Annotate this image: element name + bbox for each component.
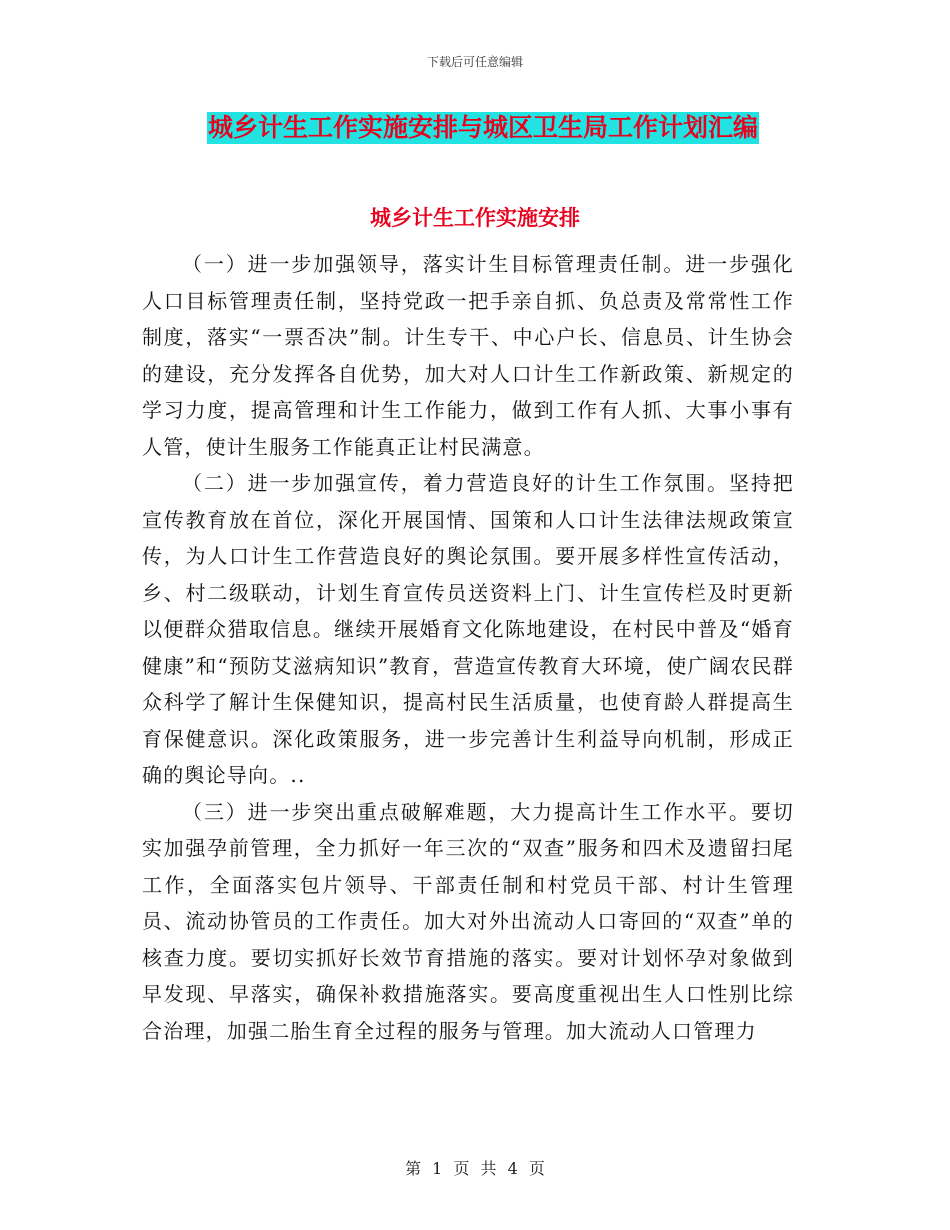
section-title: 城乡计生工作实施安排 <box>370 206 580 230</box>
document-title: 城乡计生工作实施安排与城区卫生局工作计划汇编 <box>208 113 759 142</box>
paragraph-2: （二）进一步加强宣传，着力营造良好的计生工作氛围。坚持把宣传教育放在首位，深化开展国情、国策和人口计生法律法规政策宣传，为人口计生工作营造良好的舆论氛围。要开展多样性宣传活动，乡、村二级联动，计划生育宣传员送资料上门、计生宣传栏及时更新以便群众猎取信息。继续开展婚育文化陈地建设，在村民中普及“婚育健康”和“预防艾滋病知识”教育，营造宣传教育大环境，使广阔农民群众科学了解计生保健知识，提高村民生活质量，也使育龄人群提高生育保健意识。深化政策服务，进一步完善计生利益导向机制，形成正确的舆论导向。.. <box>142 471 794 787</box>
document-body <box>142 246 794 1049</box>
paragraph-3: （三）进一步突出重点破解难题，大力提高计生工作水平。要切实加强孕前管理，全力抓好一年三次的“双查”服务和四术及遗留扫尾工作，全面落实包片领导、干部责任制和村党员干部、村计生管理员、流动协管员的工作责任。加大对外出流动人口寄回的“双查”单的核查力度。要切实抓好长效节育措施的落实。要对计划怀孕对象做到早发现、早落实，确保补救措施落实。要高度重视出生人口性别比综合治理，加强二胎生育全过程的服务与管理。加大流动人口管理力 <box>142 799 794 1043</box>
header-note: 下载后可任意编辑 <box>426 55 523 69</box>
paragraph-1: （一）进一步加强领导，落实计生目标管理责任制。进一步强化人口目标管理责任制，坚持党政一把手亲自抓、负总责及常常性工作制度，落实“一票否决”制。计生专干、中心户长、信息员、计生协会的建设，充分发挥各自优势，加大对人口计生工作新政策、新规定的学习力度，提高管理和计生工作能力，做到工作有人抓、大事小事有人管，使计生服务工作能真正让村民满意。 <box>142 252 794 459</box>
page-number-footer: 第 1 页 共 4 页 <box>405 1159 545 1178</box>
